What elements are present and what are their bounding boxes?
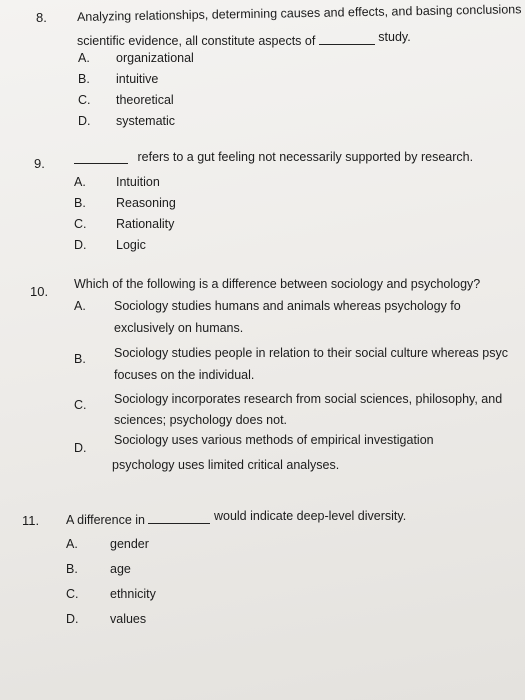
option-text: intuitive [116,72,159,86]
answer-blank [148,512,210,524]
option-letter: A. [74,175,86,189]
option-letter: B. [66,562,78,576]
stem-text: scientific evidence, all constitute aspects of [77,34,316,48]
option-text: gender [110,537,149,551]
answer-blank [319,33,375,45]
question-number: 11. [22,513,40,528]
question-stem-line: Which of the following is a difference between sociology and psychology? [74,277,481,291]
option-text: Sociology studies humans and animals whereas psychology fo [114,299,461,313]
option-text: systematic [116,114,176,128]
question-stem-line: Analyzing relationships, determining causes and effects, and basing conclusions [76,2,522,24]
stem-text: would indicate deep-level diversity. [213,509,407,523]
option-text: ethnicity [110,587,156,601]
option-letter: A. [74,299,86,313]
option-text: Rationality [116,217,175,231]
option-text: Sociology uses various methods of empirical investigation [114,433,434,447]
option-letter: A. [66,537,78,551]
option-text: Sociology incorporates research from social sciences, philosophy, and [114,392,503,406]
option-letter: C. [74,398,87,412]
option-text-continued: focuses on the individual. [114,368,255,382]
stem-text: refers to a gut feeling not necessarily supported by research. [137,150,474,164]
answer-blank [74,152,128,164]
option-letter: C. [74,217,87,231]
option-letter: D. [66,612,79,626]
question-stem-line [74,150,473,170]
option-text-continued: exclusively on humans. [114,321,244,335]
option-letter: B. [74,352,86,366]
option-letter: A. [78,51,90,65]
option-letter: B. [78,72,90,86]
option-letter: C. [78,93,91,107]
stem-text: study. [378,30,411,44]
question-number: 10. [30,284,49,299]
option-text: values [110,612,147,626]
option-text: age [110,562,131,576]
option-text-continued: psychology uses limited critical analyses. [112,458,340,472]
option-text: organizational [116,51,194,65]
option-text: Reasoning [116,196,176,210]
option-text: Sociology studies people in relation to their social culture whereas psyc [114,346,508,360]
question-stem-line [66,510,406,530]
question-number: 9. [34,156,45,171]
question-number: 8. [36,10,47,25]
option-text: Logic [116,238,146,252]
option-letter: B. [74,196,86,210]
option-text: Intuition [116,175,160,189]
option-letter: C. [66,587,79,601]
stem-text: A difference in [66,513,145,527]
option-text: theoretical [116,93,174,107]
option-letter: D. [74,441,87,455]
option-letter: D. [78,114,91,128]
option-letter: D. [74,238,87,252]
option-text-continued: sciences; psychology does not. [114,413,288,427]
